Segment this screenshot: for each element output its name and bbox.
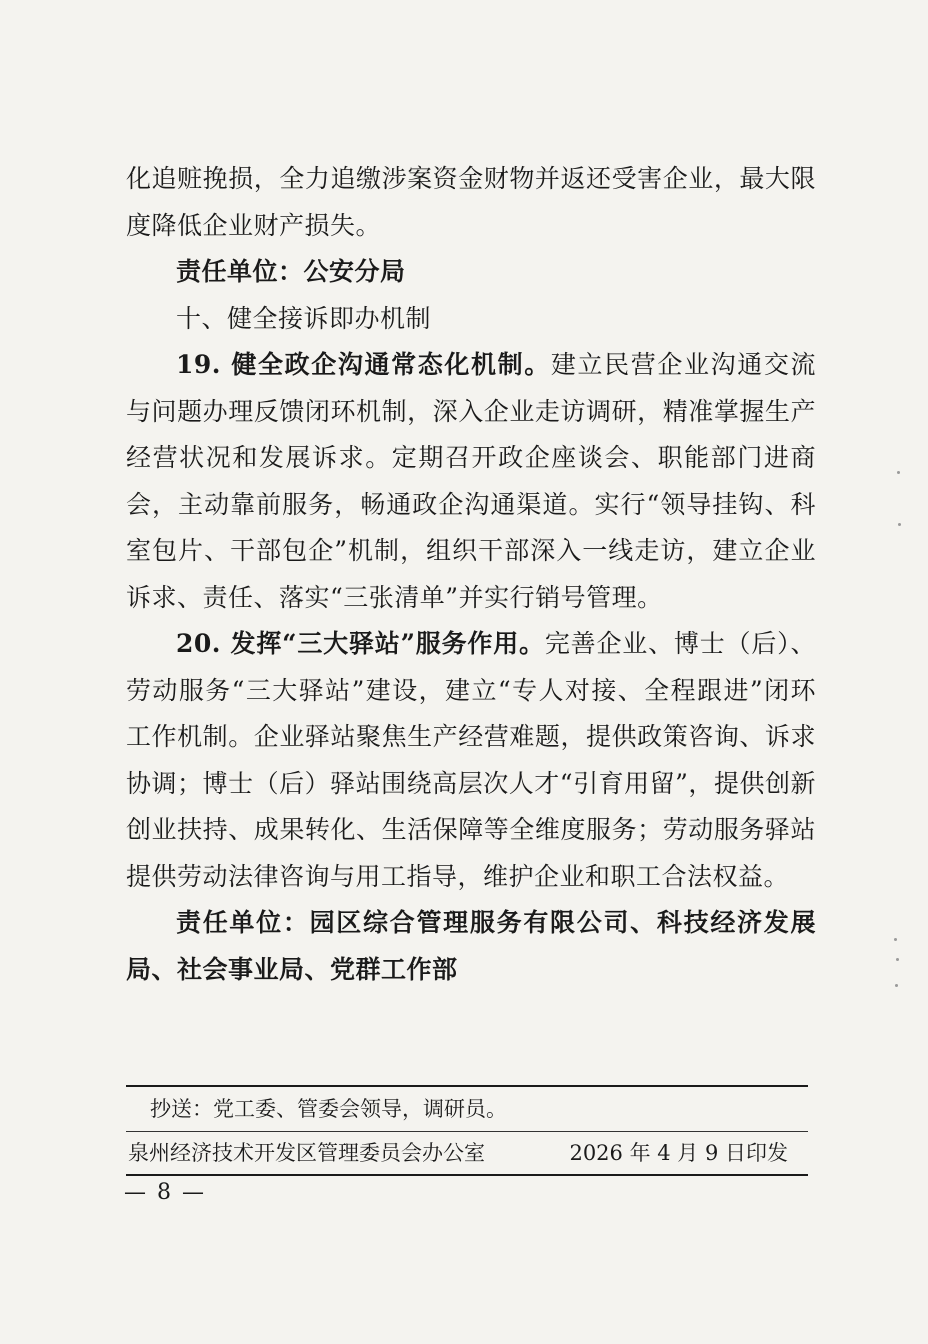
paragraph-continuation: 化追赃挽损，全力追缴涉案资金财物并返还受害企业，最大限度降低企业财产损失。 [126,164,816,240]
item-20 [126,621,816,900]
issuer-line [126,1132,808,1174]
document-body [126,156,816,993]
item-19-title: 19. 健全政企沟通常态化机制。 [176,350,551,379]
item-20-text: 完善企业、博士（后）、劳动服务“三大驿站”建设，建立“专人对接、全程跟进”闭环工作机制。企业驿站聚焦生产经营难题，提供政策咨询、诉求协调；博士（后）驿站围绕高层次人才“引育用留”，提供创新创业扶持、成果转化、生活保障等全维度服务；劳动服务驿站提供劳动法律咨询与用工指导，维护企业和职工合法权益。 [126,629,816,891]
scan-speck [896,958,899,961]
section-heading-10: 十、健全接诉即办机制 [176,303,432,333]
responsible-unit-multiple: 责任单位：园区综合管理服务有限公司、科技经济发展局、社会事业局、党群工作部 [126,908,816,984]
responsible-unit-police: 责任单位：公安分局 [176,257,406,286]
scan-speck [894,938,897,941]
item-20-title: 20. 发挥“三大驿站”服务作用。 [176,629,545,658]
issue-date: 2026 年 4 月 9 日印发 [569,1141,788,1165]
item-19-text: 建立民营企业沟通交流与问题办理反馈闭环机制，深入企业走访调研，精准掌握生产经营状况和发展诉求。定期召开政企座谈会、职能部门进商会，主动靠前服务，畅通政企沟通渠道。实行“领导挂钩、科室包片、干部包企”机制，组织干部深入一线走访，建立企业诉求、责任、落实“三张清单”并实行销号管理。 [126,350,816,612]
cc-line: 抄送：党工委、管委会领导，调研员。 [150,1097,507,1121]
footer-bottom-rule [126,1174,808,1176]
issuer-name: 泉州经济技术开发区管理委员会办公室 [128,1141,485,1165]
scan-speck [898,523,901,526]
page-number: — 8 — [124,1180,206,1205]
item-19 [126,342,816,621]
document-footer [126,1085,808,1176]
scan-speck [897,471,900,474]
scan-speck [895,984,898,987]
